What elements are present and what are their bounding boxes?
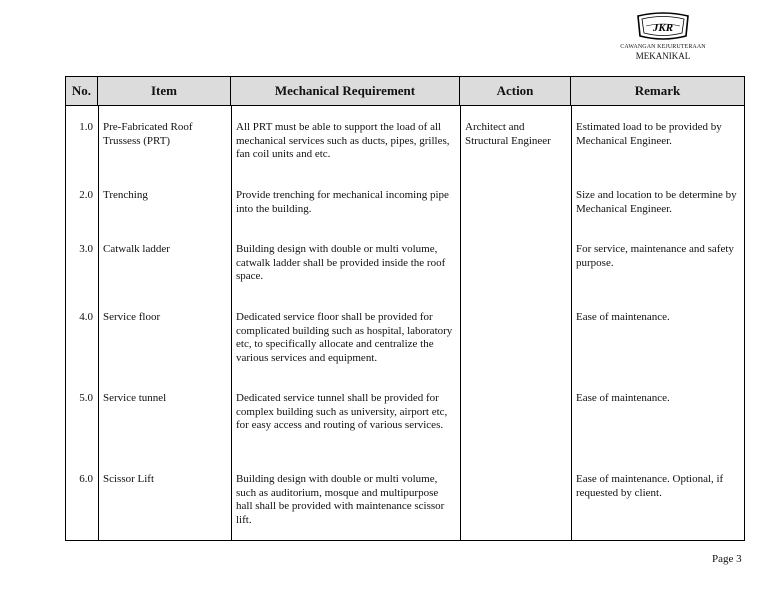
row-item: Trenching bbox=[103, 189, 148, 201]
col-header-action: Action bbox=[460, 77, 571, 105]
table-row bbox=[66, 311, 744, 365]
row-remark: For service, maintenance and safety purpose. bbox=[576, 243, 734, 269]
row-remark: Ease of maintenance. bbox=[576, 311, 670, 323]
col-header-remark: Remark bbox=[634, 83, 681, 98]
row-item: Catwalk ladder bbox=[103, 243, 170, 255]
table-header bbox=[66, 77, 744, 106]
row-requirement: Building design with double or multi volume, such as auditorium, mosque and multipurpose hall shall be provided with maintenance scissor lift. bbox=[236, 473, 445, 526]
requirements-table bbox=[65, 76, 745, 541]
row-number: 3.0 bbox=[79, 243, 93, 255]
row-action bbox=[460, 392, 571, 433]
row-number: 1.0 bbox=[79, 121, 93, 133]
row-action: Architect and Structural Engineer bbox=[465, 121, 551, 147]
col-header-item: Item bbox=[98, 77, 231, 105]
row-requirement: Dedicated service floor shall be provided for complicated building such as hospital, laboratory etc, to specifically allocate and centralize the various services and equipment. bbox=[236, 311, 453, 364]
jkr-emblem-icon bbox=[634, 12, 692, 42]
row-item: Scissor Lift bbox=[103, 473, 155, 485]
col-header-no: No. bbox=[66, 77, 98, 105]
table-row bbox=[66, 392, 744, 433]
row-item: Service tunnel bbox=[103, 392, 167, 404]
col-header-requirement: Mechanical Requirement bbox=[231, 77, 460, 105]
logo-text: JKR bbox=[652, 22, 674, 34]
table-row bbox=[66, 473, 744, 527]
row-requirement: Dedicated service tunnel shall be provided for complex building such as university, airport etc, for easy access and routing of various services. bbox=[236, 392, 448, 432]
row-number: 6.0 bbox=[79, 473, 93, 485]
row-requirement: Provide trenching for mechanical incoming pipe into the building. bbox=[236, 189, 449, 215]
row-remark: Estimated load to be provided by Mechanical Engineer. bbox=[576, 121, 722, 147]
row-number: 4.0 bbox=[79, 311, 93, 323]
row-number: 5.0 bbox=[79, 392, 93, 404]
table-row bbox=[66, 189, 744, 216]
row-item: Service floor bbox=[103, 311, 161, 323]
row-action bbox=[460, 311, 571, 365]
department-name: MEKANIKAL bbox=[635, 51, 691, 61]
row-requirement: All PRT must be able to support the load of all mechanical services such as ducts, pipes, grilles, fan coil units and etc. bbox=[236, 121, 450, 161]
row-action bbox=[460, 473, 571, 527]
row-requirement: Building design with double or multi volume, catwalk ladder shall be provided inside the roof space. bbox=[236, 243, 446, 283]
row-number: 2.0 bbox=[79, 189, 93, 201]
table-row bbox=[66, 243, 744, 284]
department-line: CAWANGAN KEJURUTERAAN bbox=[620, 44, 706, 50]
table-row bbox=[66, 121, 744, 162]
row-remark: Ease of maintenance. bbox=[576, 392, 670, 404]
row-remark: Size and location to be determine by Mechanical Engineer. bbox=[576, 189, 737, 215]
row-action bbox=[460, 189, 571, 216]
row-action bbox=[460, 243, 571, 284]
row-item: Pre-Fabricated Roof Trussess (PRT) bbox=[103, 121, 193, 147]
jkr-logo bbox=[610, 12, 716, 61]
page-number: Page 3 bbox=[712, 553, 742, 565]
row-remark: Ease of maintenance. Optional, if requested by client. bbox=[576, 473, 724, 499]
